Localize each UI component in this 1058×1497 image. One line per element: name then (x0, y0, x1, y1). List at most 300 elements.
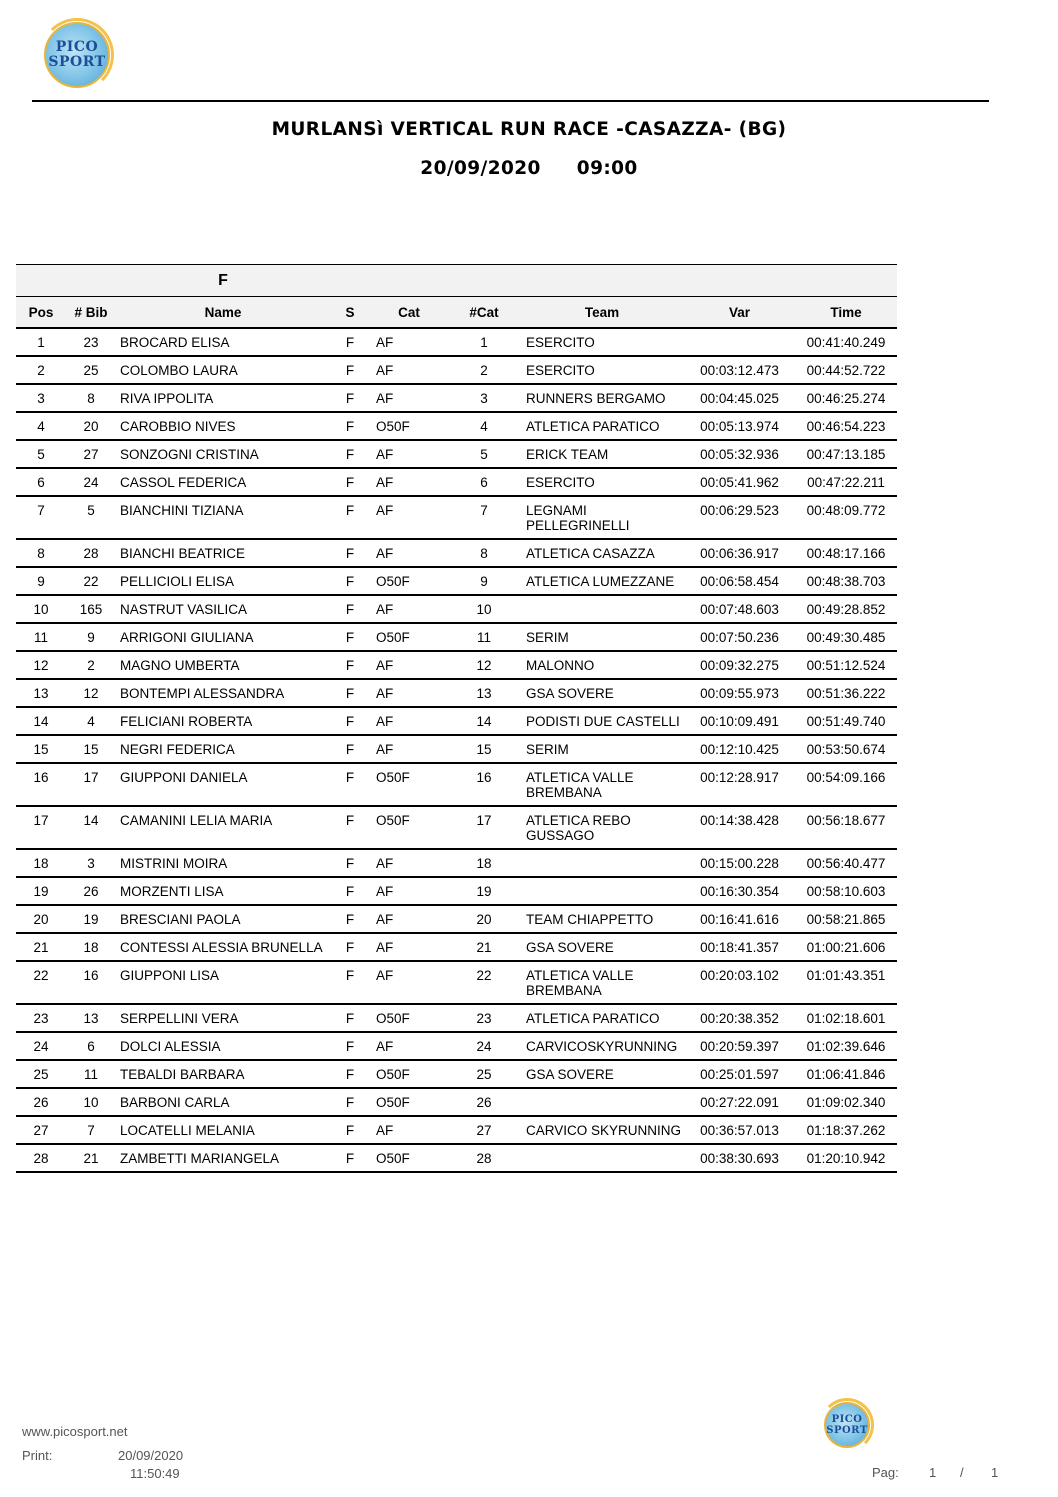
results-table (16, 264, 897, 1173)
cell-bib: 19 (66, 905, 116, 933)
cell-var: 00:05:32.936 (684, 440, 795, 468)
col-team: Team (520, 297, 684, 329)
cell-team (520, 877, 684, 905)
cell-time: 00:54:09.166 (795, 763, 897, 806)
col-s: S (330, 297, 370, 329)
table-row (16, 707, 897, 735)
cell-bib: 11 (66, 1060, 116, 1088)
cell-cat: AF (370, 905, 448, 933)
cell-team: PODISTI DUE CASTELLI (520, 707, 684, 735)
cell-var: 00:36:57.013 (684, 1116, 795, 1144)
cell-ncat: 5 (448, 440, 520, 468)
cell-ncat: 9 (448, 567, 520, 595)
cell-s: F (330, 961, 370, 1004)
cell-cat: AF (370, 356, 448, 384)
cell-time: 00:51:36.222 (795, 679, 897, 707)
cell-team: LEGNAMI PELLEGRINELLI (520, 496, 684, 539)
cell-bib: 7 (66, 1116, 116, 1144)
cell-pos: 19 (16, 877, 66, 905)
picosport-logo (44, 22, 110, 88)
cell-bib: 3 (66, 849, 116, 877)
cell-cat: AF (370, 539, 448, 567)
table-row (16, 1060, 897, 1088)
cell-s: F (330, 905, 370, 933)
cell-cat: O50F (370, 412, 448, 440)
table-row (16, 595, 897, 623)
cell-name: LOCATELLI MELANIA (116, 1116, 330, 1144)
cell-pos: 9 (16, 567, 66, 595)
cell-pos: 14 (16, 707, 66, 735)
cell-var: 00:25:01.597 (684, 1060, 795, 1088)
cell-ncat: 26 (448, 1088, 520, 1116)
cell-bib: 16 (66, 961, 116, 1004)
col-cat: Cat (370, 297, 448, 329)
cell-bib: 13 (66, 1004, 116, 1032)
cell-var: 00:18:41.357 (684, 933, 795, 961)
cell-name: BIANCHINI TIZIANA (116, 496, 330, 539)
cell-bib: 12 (66, 679, 116, 707)
cell-ncat: 15 (448, 735, 520, 763)
cell-bib: 26 (66, 877, 116, 905)
cell-name: NASTRUT VASILICA (116, 595, 330, 623)
table-row (16, 679, 897, 707)
footer-print-label: Print: (22, 1448, 53, 1463)
cell-team: MALONNO (520, 651, 684, 679)
cell-time: 00:48:38.703 (795, 567, 897, 595)
table-row (16, 806, 897, 849)
cell-name: BONTEMPI ALESSANDRA (116, 679, 330, 707)
cell-s: F (330, 440, 370, 468)
cell-bib: 20 (66, 412, 116, 440)
footer-page-label: Pag: (872, 1465, 899, 1480)
cell-time: 01:18:37.262 (795, 1116, 897, 1144)
cell-pos: 21 (16, 933, 66, 961)
cell-team: GSA SOVERE (520, 1060, 684, 1088)
table-row (16, 567, 897, 595)
cell-team (520, 1144, 684, 1172)
cell-time: 00:58:21.865 (795, 905, 897, 933)
cell-name: GIUPPONI LISA (116, 961, 330, 1004)
cell-s: F (330, 651, 370, 679)
cell-team: GSA SOVERE (520, 933, 684, 961)
cell-cat: AF (370, 679, 448, 707)
cell-ncat: 27 (448, 1116, 520, 1144)
cell-time: 00:56:40.477 (795, 849, 897, 877)
cell-bib: 18 (66, 933, 116, 961)
race-time: 09:00 (576, 158, 638, 179)
cell-pos: 1 (16, 328, 66, 356)
table-row (16, 849, 897, 877)
cell-pos: 18 (16, 849, 66, 877)
cell-bib: 165 (66, 595, 116, 623)
cell-time: 00:46:25.274 (795, 384, 897, 412)
cell-ncat: 13 (448, 679, 520, 707)
cell-s: F (330, 356, 370, 384)
cell-team: CARVICOSKYRUNNING (520, 1032, 684, 1060)
cell-time: 00:58:10.603 (795, 877, 897, 905)
cell-ncat: 12 (448, 651, 520, 679)
cell-var: 00:20:38.352 (684, 1004, 795, 1032)
cell-time: 00:49:28.852 (795, 595, 897, 623)
cell-var: 00:03:12.473 (684, 356, 795, 384)
cell-s: F (330, 567, 370, 595)
footer-print-time: 11:50:49 (130, 1466, 180, 1481)
cell-s: F (330, 496, 370, 539)
logo-text-line2: SPORT (48, 54, 106, 70)
col-time: Time (795, 297, 897, 329)
cell-time: 00:46:54.223 (795, 412, 897, 440)
table-row (16, 651, 897, 679)
cell-ncat: 25 (448, 1060, 520, 1088)
cell-pos: 16 (16, 763, 66, 806)
cell-pos: 8 (16, 539, 66, 567)
cell-pos: 24 (16, 1032, 66, 1060)
cell-s: F (330, 468, 370, 496)
group-label: F (116, 265, 330, 297)
cell-ncat: 16 (448, 763, 520, 806)
cell-var (684, 328, 795, 356)
cell-s: F (330, 806, 370, 849)
cell-team: ESERCITO (520, 356, 684, 384)
picosport-logo-footer (824, 1402, 870, 1448)
cell-var: 00:04:45.025 (684, 384, 795, 412)
cell-pos: 20 (16, 905, 66, 933)
cell-name: COLOMBO LAURA (116, 356, 330, 384)
cell-team: ATLETICA LUMEZZANE (520, 567, 684, 595)
cell-pos: 15 (16, 735, 66, 763)
cell-var: 00:05:13.974 (684, 412, 795, 440)
cell-team: ATLETICA VALLE BREMBANA (520, 961, 684, 1004)
cell-time: 00:51:49.740 (795, 707, 897, 735)
cell-ncat: 24 (448, 1032, 520, 1060)
cell-name: MISTRINI MOIRA (116, 849, 330, 877)
cell-name: MORZENTI LISA (116, 877, 330, 905)
table-row (16, 623, 897, 651)
cell-bib: 14 (66, 806, 116, 849)
cell-name: FELICIANI ROBERTA (116, 707, 330, 735)
cell-name: SONZOGNI CRISTINA (116, 440, 330, 468)
cell-pos: 11 (16, 623, 66, 651)
cell-pos: 10 (16, 595, 66, 623)
cell-time: 01:02:39.646 (795, 1032, 897, 1060)
footer-print-date: 20/09/2020 (118, 1448, 184, 1463)
cell-name: CAMANINI LELIA MARIA (116, 806, 330, 849)
cell-team: GSA SOVERE (520, 679, 684, 707)
cell-s: F (330, 1144, 370, 1172)
cell-pos: 26 (16, 1088, 66, 1116)
cell-cat: AF (370, 496, 448, 539)
cell-cat: AF (370, 440, 448, 468)
cell-bib: 2 (66, 651, 116, 679)
cell-ncat: 19 (448, 877, 520, 905)
cell-cat: O50F (370, 1060, 448, 1088)
cell-ncat: 21 (448, 933, 520, 961)
cell-cat: O50F (370, 763, 448, 806)
table-row (16, 905, 897, 933)
cell-time: 00:44:52.722 (795, 356, 897, 384)
cell-name: SERPELLINI VERA (116, 1004, 330, 1032)
cell-ncat: 20 (448, 905, 520, 933)
cell-cat: AF (370, 595, 448, 623)
footer-page-total: 1 (991, 1465, 999, 1480)
cell-name: DOLCI ALESSIA (116, 1032, 330, 1060)
cell-cat: O50F (370, 567, 448, 595)
cell-name: CONTESSI ALESSIA BRUNELLA (116, 933, 330, 961)
cell-cat: O50F (370, 1004, 448, 1032)
cell-pos: 27 (16, 1116, 66, 1144)
cell-s: F (330, 623, 370, 651)
race-date: 20/09/2020 (420, 158, 541, 179)
cell-pos: 12 (16, 651, 66, 679)
cell-team: ESERCITO (520, 328, 684, 356)
cell-time: 00:47:13.185 (795, 440, 897, 468)
cell-name: GIUPPONI DANIELA (116, 763, 330, 806)
table-row (16, 735, 897, 763)
table-row (16, 763, 897, 806)
cell-var: 00:06:36.917 (684, 539, 795, 567)
col-ncat: #Cat (448, 297, 520, 329)
cell-var: 00:07:48.603 (684, 595, 795, 623)
cell-bib: 8 (66, 384, 116, 412)
cell-pos: 25 (16, 1060, 66, 1088)
cell-name: CASSOL FEDERICA (116, 468, 330, 496)
cell-pos: 7 (16, 496, 66, 539)
table-row (16, 328, 897, 356)
group-header-row (16, 265, 897, 297)
cell-name: CAROBBIO NIVES (116, 412, 330, 440)
cell-pos: 28 (16, 1144, 66, 1172)
cell-s: F (330, 328, 370, 356)
cell-team: ERICK TEAM (520, 440, 684, 468)
table-row (16, 961, 897, 1004)
cell-cat: AF (370, 1032, 448, 1060)
cell-var: 00:09:55.973 (684, 679, 795, 707)
cell-time: 01:00:21.606 (795, 933, 897, 961)
cell-s: F (330, 412, 370, 440)
cell-bib: 15 (66, 735, 116, 763)
cell-pos: 23 (16, 1004, 66, 1032)
cell-bib: 27 (66, 440, 116, 468)
cell-bib: 28 (66, 539, 116, 567)
cell-name: RIVA IPPOLITA (116, 384, 330, 412)
cell-var: 00:12:10.425 (684, 735, 795, 763)
cell-ncat: 22 (448, 961, 520, 1004)
footer-website: www.picosport.net (22, 1424, 128, 1439)
table-row (16, 1004, 897, 1032)
cell-ncat: 7 (448, 496, 520, 539)
cell-var: 00:06:58.454 (684, 567, 795, 595)
cell-bib: 25 (66, 356, 116, 384)
cell-name: BRESCIANI PAOLA (116, 905, 330, 933)
cell-bib: 5 (66, 496, 116, 539)
footer-page-current: 1 (929, 1465, 937, 1480)
cell-cat: O50F (370, 1088, 448, 1116)
cell-bib: 10 (66, 1088, 116, 1116)
cell-s: F (330, 933, 370, 961)
table-row (16, 539, 897, 567)
cell-ncat: 17 (448, 806, 520, 849)
col-name: Name (116, 297, 330, 329)
cell-var: 00:16:41.616 (684, 905, 795, 933)
table-row (16, 1088, 897, 1116)
cell-team: ATLETICA VALLE BREMBANA (520, 763, 684, 806)
col-var: Var (684, 297, 795, 329)
cell-name: BARBONI CARLA (116, 1088, 330, 1116)
cell-pos: 3 (16, 384, 66, 412)
cell-cat: AF (370, 961, 448, 1004)
cell-ncat: 23 (448, 1004, 520, 1032)
cell-team: ESERCITO (520, 468, 684, 496)
table-row (16, 1032, 897, 1060)
cell-var: 00:20:59.397 (684, 1032, 795, 1060)
cell-var: 00:12:28.917 (684, 763, 795, 806)
cell-cat: AF (370, 735, 448, 763)
cell-name: ZAMBETTI MARIANGELA (116, 1144, 330, 1172)
cell-bib: 17 (66, 763, 116, 806)
table-row (16, 356, 897, 384)
cell-time: 00:41:40.249 (795, 328, 897, 356)
cell-ncat: 3 (448, 384, 520, 412)
cell-team: TEAM CHIAPPETTO (520, 905, 684, 933)
cell-ncat: 11 (448, 623, 520, 651)
cell-team (520, 1088, 684, 1116)
cell-ncat: 4 (448, 412, 520, 440)
cell-team: CARVICO SKYRUNNING (520, 1116, 684, 1144)
table-row (16, 933, 897, 961)
table-row (16, 877, 897, 905)
cell-bib: 9 (66, 623, 116, 651)
cell-cat: AF (370, 849, 448, 877)
footer-page-separator: / (960, 1465, 964, 1480)
cell-name: PELLICIOLI ELISA (116, 567, 330, 595)
cell-var: 00:14:38.428 (684, 806, 795, 849)
header-divider (32, 100, 989, 102)
table-row (16, 384, 897, 412)
table-row (16, 1116, 897, 1144)
cell-pos: 13 (16, 679, 66, 707)
cell-team: SERIM (520, 623, 684, 651)
cell-cat: AF (370, 877, 448, 905)
cell-team: ATLETICA PARATICO (520, 412, 684, 440)
cell-s: F (330, 849, 370, 877)
cell-s: F (330, 1116, 370, 1144)
cell-var: 00:10:09.491 (684, 707, 795, 735)
cell-var: 00:06:29.523 (684, 496, 795, 539)
cell-ncat: 28 (448, 1144, 520, 1172)
cell-time: 01:02:18.601 (795, 1004, 897, 1032)
cell-time: 00:51:12.524 (795, 651, 897, 679)
cell-pos: 5 (16, 440, 66, 468)
cell-cat: AF (370, 328, 448, 356)
cell-ncat: 1 (448, 328, 520, 356)
cell-bib: 4 (66, 707, 116, 735)
cell-s: F (330, 384, 370, 412)
cell-ncat: 10 (448, 595, 520, 623)
cell-cat: O50F (370, 1144, 448, 1172)
results-body (16, 328, 897, 1172)
cell-cat: AF (370, 1116, 448, 1144)
cell-var: 00:20:03.102 (684, 961, 795, 1004)
race-datetime (0, 158, 1058, 179)
cell-time: 01:09:02.340 (795, 1088, 897, 1116)
cell-name: NEGRI FEDERICA (116, 735, 330, 763)
cell-team (520, 849, 684, 877)
cell-pos: 22 (16, 961, 66, 1004)
cell-bib: 21 (66, 1144, 116, 1172)
cell-team: ATLETICA CASAZZA (520, 539, 684, 567)
col-bib: # Bib (66, 297, 116, 329)
cell-time: 00:53:50.674 (795, 735, 897, 763)
cell-ncat: 18 (448, 849, 520, 877)
race-title: MURLANSì VERTICAL RUN RACE -CASAZZA- (BG) (271, 119, 787, 140)
cell-ncat: 2 (448, 356, 520, 384)
cell-time: 00:48:17.166 (795, 539, 897, 567)
cell-cat: AF (370, 707, 448, 735)
cell-name: BIANCHI BEATRICE (116, 539, 330, 567)
cell-ncat: 8 (448, 539, 520, 567)
cell-s: F (330, 1032, 370, 1060)
cell-var: 00:16:30.354 (684, 877, 795, 905)
table-row (16, 440, 897, 468)
table-row (16, 496, 897, 539)
cell-s: F (330, 1088, 370, 1116)
cell-bib: 24 (66, 468, 116, 496)
cell-bib: 6 (66, 1032, 116, 1060)
cell-bib: 23 (66, 328, 116, 356)
cell-cat: AF (370, 933, 448, 961)
cell-s: F (330, 763, 370, 806)
cell-name: BROCARD ELISA (116, 328, 330, 356)
cell-time: 01:06:41.846 (795, 1060, 897, 1088)
cell-pos: 6 (16, 468, 66, 496)
cell-team: RUNNERS BERGAMO (520, 384, 684, 412)
table-row (16, 468, 897, 496)
cell-s: F (330, 1004, 370, 1032)
cell-team: ATLETICA REBO GUSSAGO (520, 806, 684, 849)
cell-ncat: 6 (448, 468, 520, 496)
cell-pos: 2 (16, 356, 66, 384)
cell-var: 00:15:00.228 (684, 849, 795, 877)
cell-s: F (330, 735, 370, 763)
cell-bib: 22 (66, 567, 116, 595)
cell-s: F (330, 595, 370, 623)
cell-pos: 4 (16, 412, 66, 440)
cell-team (520, 595, 684, 623)
cell-time: 00:47:22.211 (795, 468, 897, 496)
cell-ncat: 14 (448, 707, 520, 735)
cell-time: 01:20:10.942 (795, 1144, 897, 1172)
logo-footer-line2: SPORT (826, 1425, 868, 1436)
cell-cat: O50F (370, 806, 448, 849)
table-row (16, 412, 897, 440)
col-pos: Pos (16, 297, 66, 329)
cell-s: F (330, 539, 370, 567)
cell-name: MAGNO UMBERTA (116, 651, 330, 679)
cell-time: 01:01:43.351 (795, 961, 897, 1004)
table-row (16, 1144, 897, 1172)
cell-cat: O50F (370, 623, 448, 651)
column-header-row (16, 297, 897, 329)
cell-s: F (330, 679, 370, 707)
cell-var: 00:09:32.275 (684, 651, 795, 679)
cell-cat: AF (370, 384, 448, 412)
cell-s: F (330, 877, 370, 905)
cell-team: SERIM (520, 735, 684, 763)
logo-footer-line1: PICO (831, 1414, 863, 1425)
cell-var: 00:27:22.091 (684, 1088, 795, 1116)
cell-pos: 17 (16, 806, 66, 849)
cell-s: F (330, 707, 370, 735)
